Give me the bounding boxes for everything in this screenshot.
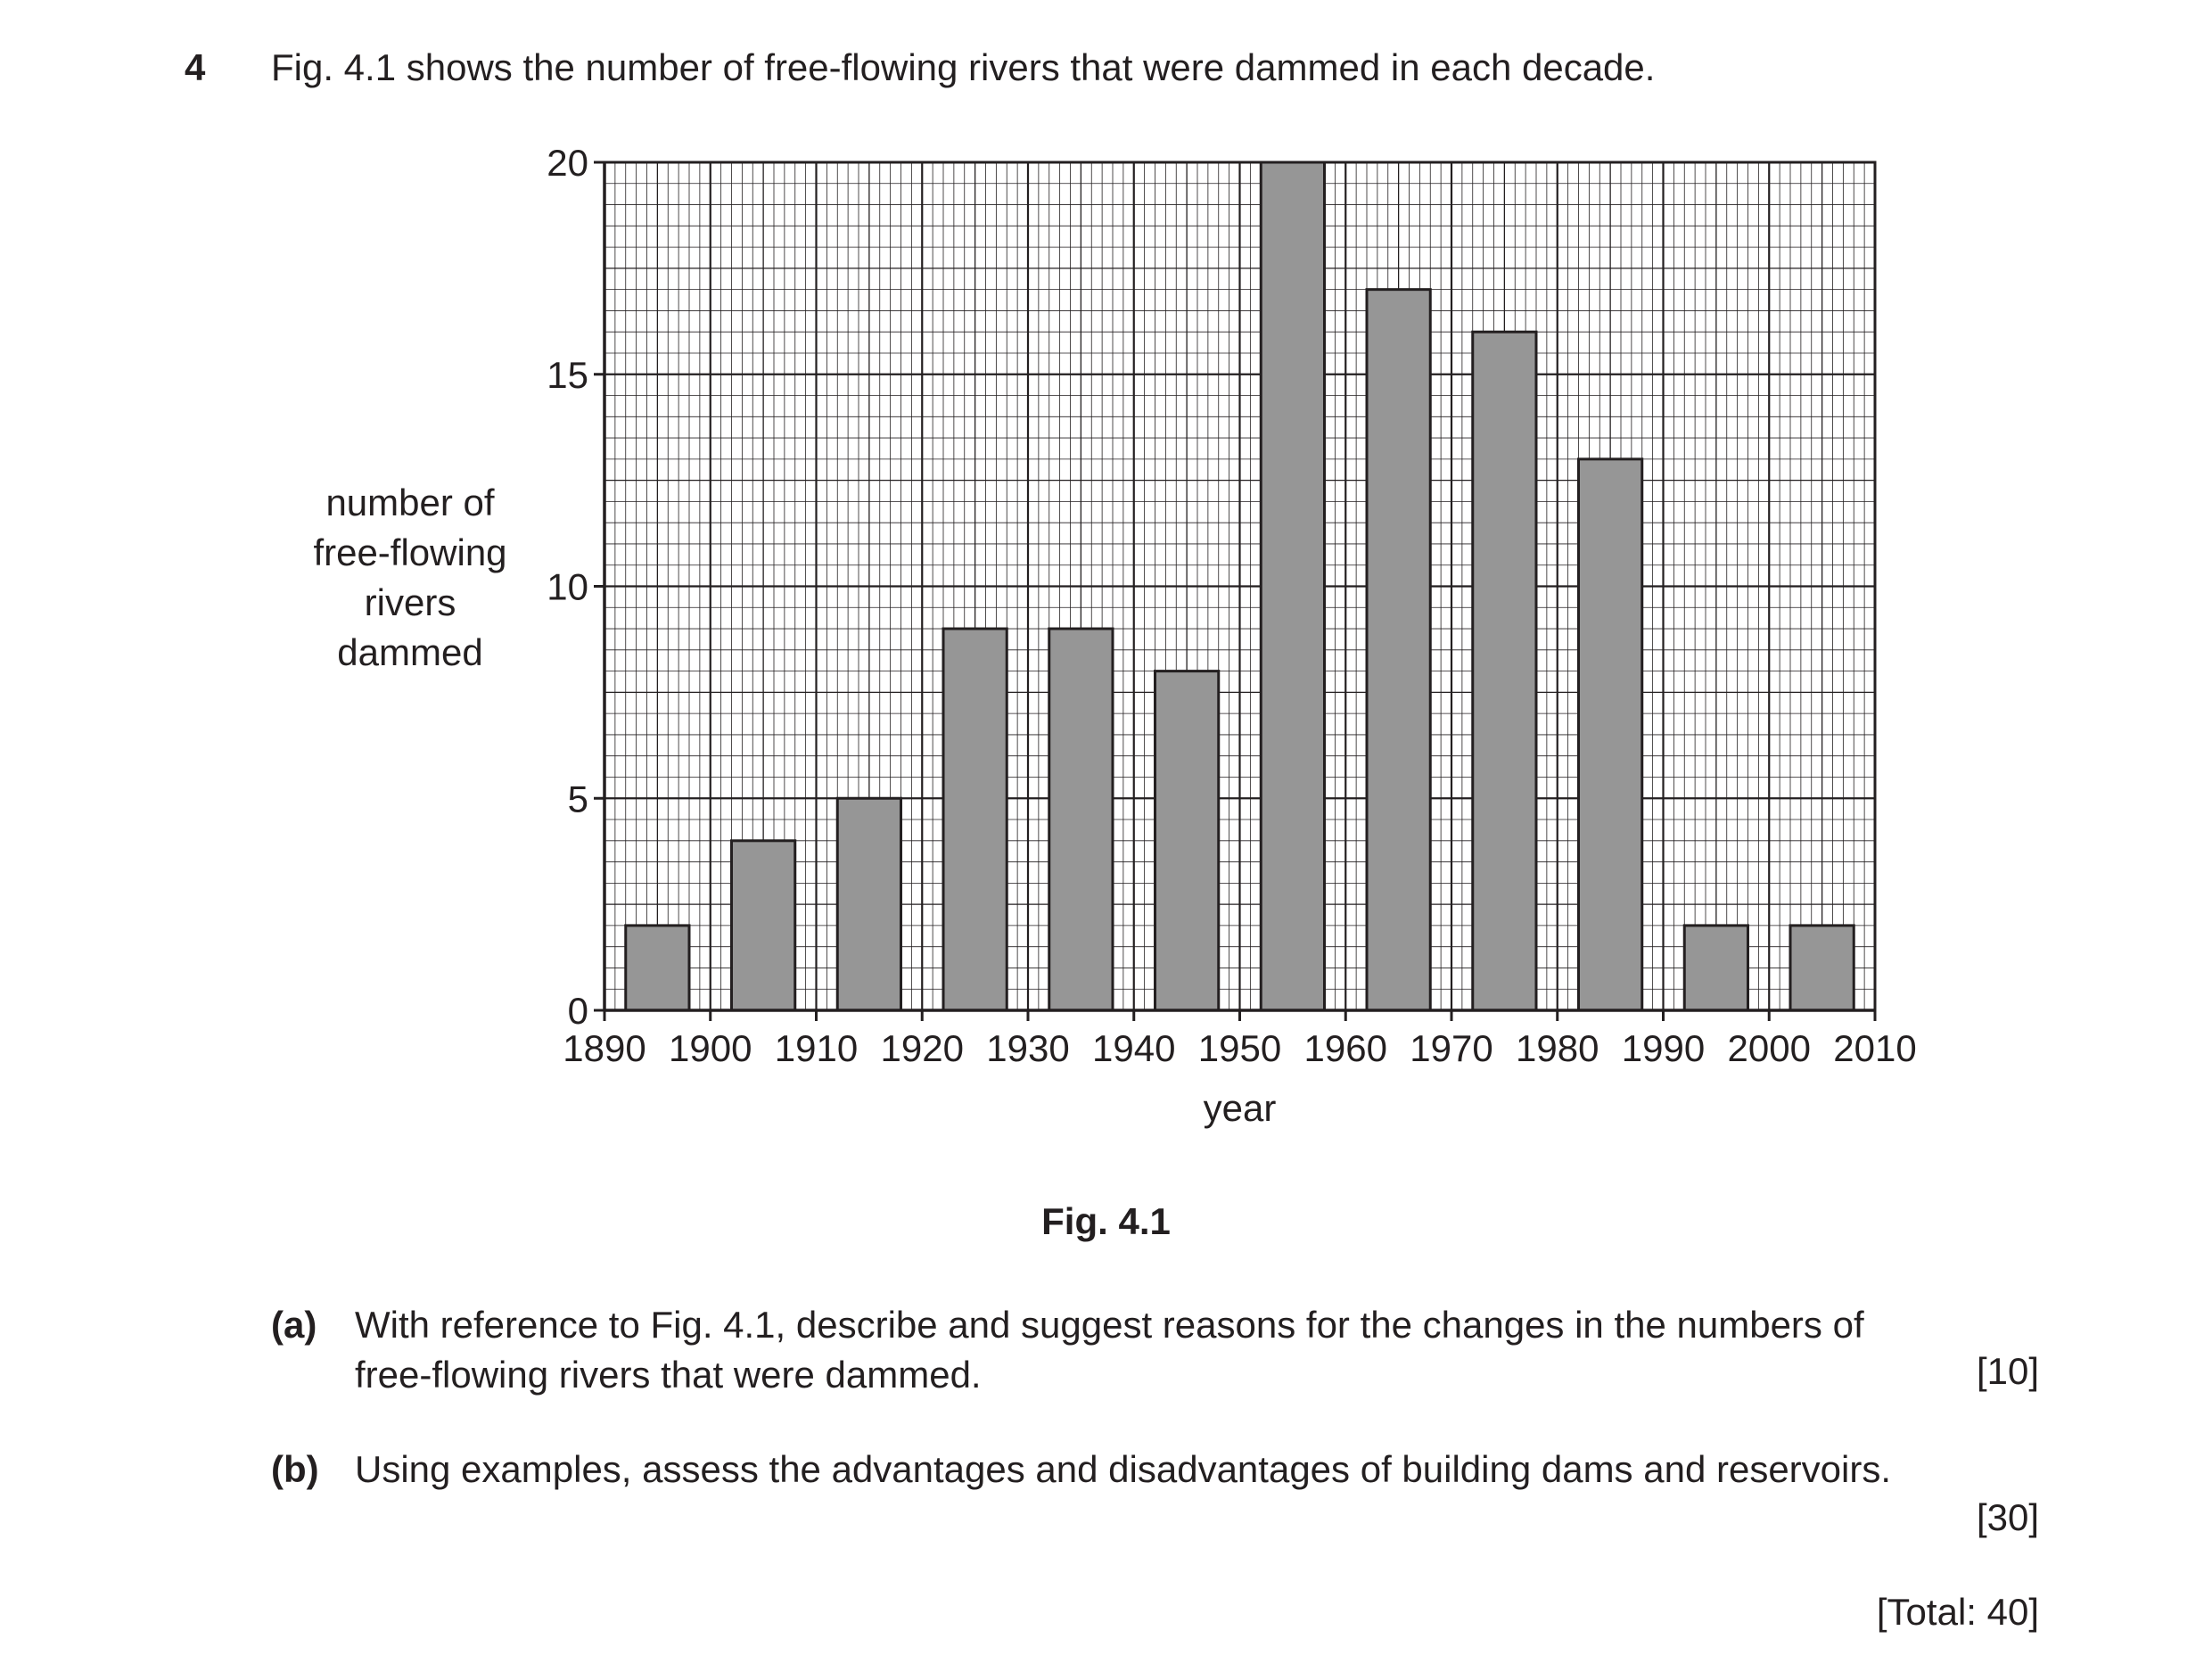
y-axis-label-line: free-flowing: [313, 531, 507, 573]
bar-1920: [943, 629, 1007, 1010]
figure-caption: Fig. 4.1: [1041, 1200, 1171, 1242]
x-tick-label: 1950: [1197, 1027, 1282, 1069]
x-tick-label: 1910: [774, 1027, 859, 1069]
bar-1910: [837, 798, 900, 1010]
question-intro: Fig. 4.1 shows the number of free-flowing rivers that were dammed in each decade.: [271, 46, 1656, 88]
y-tick-label: 15: [547, 353, 588, 396]
bar-1950: [1261, 162, 1324, 1010]
y-tick-label: 20: [547, 142, 588, 184]
part-a-label: (a): [271, 1304, 317, 1346]
y-tick-label: 5: [567, 778, 588, 820]
part-b-text: [355, 1445, 2037, 1495]
x-tick-label: 1890: [563, 1027, 646, 1069]
bar-1900: [732, 841, 795, 1010]
bar-1980: [1579, 459, 1642, 1010]
bar-1990: [1684, 926, 1747, 1010]
x-tick-label: 2000: [1727, 1027, 1811, 1069]
x-tick-label: 1920: [880, 1027, 964, 1069]
bar-1940: [1155, 671, 1219, 1010]
y-axis-label-line: number of: [325, 482, 495, 523]
y-tick-label: 10: [547, 565, 588, 608]
bar-1970: [1473, 332, 1536, 1010]
x-tick-label: 1960: [1303, 1027, 1387, 1069]
x-tick-label: 1980: [1516, 1027, 1599, 1069]
bar-1890: [626, 926, 689, 1010]
bar-2000: [1790, 926, 1854, 1010]
part-a-line: With reference to Fig. 4.1, describe and suggest reasons for the changes in the numbers of: [355, 1304, 1864, 1346]
part-b-marks: [30]: [1976, 1496, 2039, 1538]
bar-1960: [1367, 290, 1430, 1010]
y-tick-label: 0: [567, 990, 588, 1032]
x-tick-label: 1900: [669, 1027, 752, 1069]
part-a-marks: [10]: [1976, 1350, 2039, 1392]
part-b-line: Using examples, assess the advantages and disadvantages of building dams and reservoirs.: [355, 1448, 1892, 1490]
x-tick-label: 2010: [1833, 1027, 1917, 1069]
part-a-text: [355, 1300, 2037, 1400]
x-tick-label: 1970: [1410, 1027, 1493, 1069]
x-tick-label: 1930: [986, 1027, 1070, 1069]
x-tick-label: 1990: [1621, 1027, 1706, 1069]
total-marks: [Total: 40]: [1876, 1591, 2039, 1633]
part-b-label: (b): [271, 1448, 319, 1490]
x-axis-label: year: [1203, 1087, 1277, 1129]
y-axis-label-line: dammed: [337, 631, 483, 673]
y-axis-label-line: rivers: [364, 581, 456, 623]
part-a-line: free-flowing rivers that were dammed.: [355, 1354, 982, 1396]
bar-1930: [1049, 629, 1113, 1010]
x-tick-label: 1940: [1092, 1027, 1176, 1069]
question-number: 4: [185, 46, 206, 88]
